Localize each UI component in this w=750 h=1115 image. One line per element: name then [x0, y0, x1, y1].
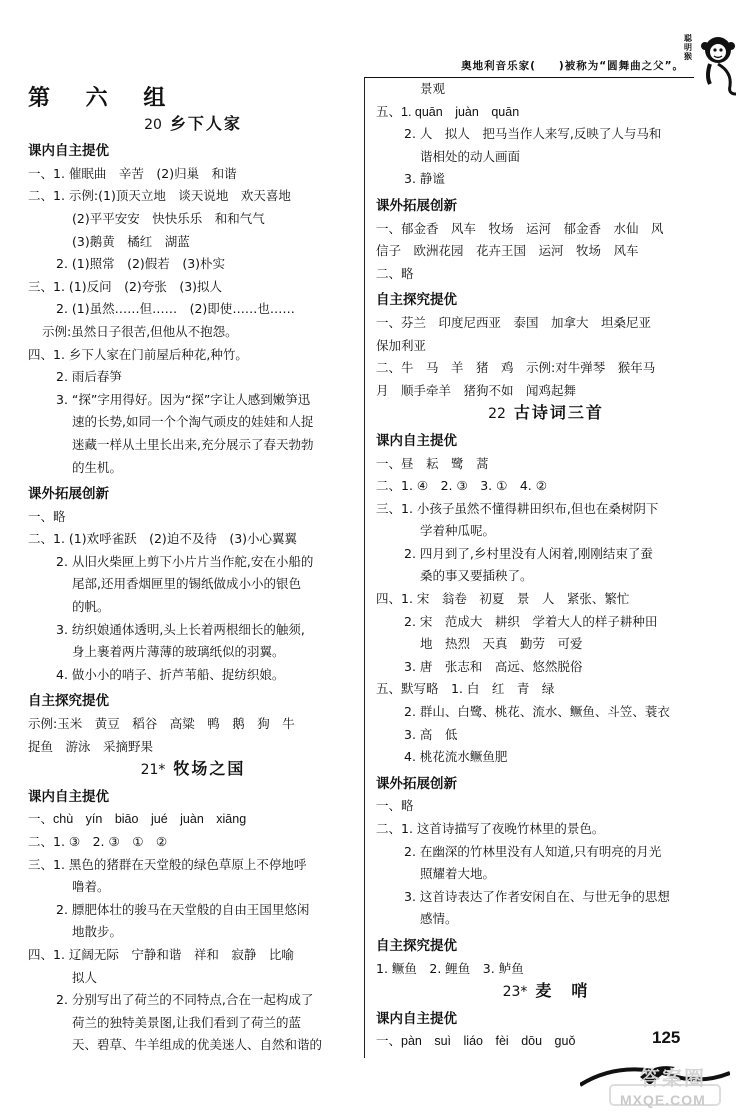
lesson-title	[28, 113, 358, 137]
header-quiz-question: 奥地利音乐家( )被称为“圆舞曲之父”。	[461, 60, 684, 72]
answer-continuation: 照耀着大地。	[420, 866, 496, 882]
answer-line: 3. 唐 张志和 高远、悠然脱俗	[404, 658, 583, 674]
answer-line: 捉鱼 游泳 采摘野果	[28, 738, 154, 754]
answer-continuation: 拟人	[72, 969, 98, 985]
lesson-name: 牧场之国	[173, 759, 246, 779]
answer-continuation: 身上裹着两片薄薄的玻璃纸似的羽翼。	[72, 644, 285, 660]
answer-line: 2. (1)虽然……但…… (2)即使……也……	[56, 301, 295, 317]
answer-continuation: (2)平平安安 快快乐乐 和和气气	[72, 210, 265, 226]
section-heading: 课内自主提优	[28, 788, 109, 805]
answer-line: 四、1. 辽阔无际 宁静和谐 祥和 寂静 比喻	[28, 946, 294, 962]
answer-continuation: 荷兰的独特美景图,让我们看到了荷兰的蓝	[72, 1014, 301, 1030]
answer-line: 3. “探”字用得好。因为“探”字让人感到嫩笋迅	[56, 391, 311, 407]
page-number: 125	[652, 1028, 681, 1047]
answer-line: 2. 人 拟人 把马当作人来写,反映了人与马和	[404, 126, 662, 142]
answer-continuation: 速的长势,如同一个个淘气顽皮的娃娃和人捉	[72, 414, 314, 430]
lesson-number: 20	[144, 116, 162, 133]
answer-line: 2. 宋 范成大 耕织 学着大人的样子耕种田	[404, 613, 658, 629]
answer-continuation: 的帆。	[72, 599, 110, 615]
answer-line: 一、昼 耘 鹭 蒿	[376, 455, 489, 471]
left-answer-column	[28, 78, 358, 1057]
answer-line: 二、牛 马 羊 猪 鸡 示例:对牛弹琴 猴年马	[376, 360, 656, 376]
answer-line: 3. 高 低	[404, 726, 458, 742]
answer-line: 四、1. 宋 翁卷 初夏 景 人 紧张、繁忙	[376, 591, 630, 607]
lesson-number: 23*	[502, 984, 528, 1001]
answer-continuation: 的生机。	[72, 459, 123, 475]
answer-line: 示例:玉米 黄豆 稻谷 高粱 鸭 鹅 狗 牛	[28, 716, 295, 732]
answer-continuation: (3)鹅黄 橘红 湖蓝	[72, 233, 190, 249]
answer-line: 二、1. (1)欢呼雀跃 (2)迫不及待 (3)小心翼翼	[28, 531, 298, 547]
answer-continuation: 天、碧草、牛羊组成的优美迷人、自然和谐的	[72, 1037, 323, 1053]
lesson-number: 21*	[140, 762, 166, 779]
answer-line: 2. 膘肥体壮的骏马在天堂般的自由王国里悠闲	[56, 901, 310, 917]
lesson-name: 古诗词三首	[513, 403, 604, 423]
answer-line: 保加利亚	[376, 337, 427, 353]
answer-line: 月 顺手牵羊 猪狗不如 闻鸡起舞	[376, 382, 577, 398]
answer-line: 2. 在幽深的竹林里没有人知道,只有明亮的月光	[404, 843, 662, 859]
section-heading: 课内自主提优	[376, 432, 457, 449]
mascot-label: 聪明猴	[684, 34, 692, 61]
answer-continuation: 感情。	[420, 911, 458, 927]
answer-line: 二、1. 示例:(1)顶天立地 谈天说地 欢天喜地	[28, 188, 291, 204]
answer-line: 示例:虽然日子很苦,但他从不抱怨。	[42, 323, 238, 339]
answer-line: 三、1. 黑色的猪群在天堂般的绿色草原上不停地呼	[28, 856, 307, 872]
section-heading: 课外拓展创新	[376, 775, 457, 792]
answer-continuation: 尾部,还用香烟匣里的锡纸做成小小的银色	[72, 576, 301, 592]
answer-line: 一、1. 催眠曲 辛苦 (2)归巢 和谐	[28, 165, 237, 181]
answer-line: 一、略	[376, 798, 414, 814]
column-divider	[364, 78, 365, 1058]
answer-line: 三、1. 小孩子虽然不懂得耕田织布,但也在桑树阴下	[376, 500, 659, 516]
answer-line: 二、1. ③ 2. ③ ① ②	[28, 834, 168, 849]
answer-line: 一、郁金香 风车 牧场 运河 郁金香 水仙 风	[376, 220, 664, 236]
answer-continuation: 景观	[420, 81, 446, 96]
section-heading: 课外拓展创新	[28, 486, 109, 503]
answer-line: 2. (1)照常 (2)假若 (3)朴实	[56, 256, 226, 272]
answer-line: 二、1. ④ 2. ③ 3. ① 4. ②	[376, 478, 547, 494]
pinyin-answer-line: 一、chù yín biāo jué juàn xiāng	[28, 812, 247, 827]
answer-line: 3. 这首诗表达了作者安闲自在、与世无争的思想	[404, 888, 670, 904]
answer-line: 2. 四月到了,乡村里没有人闲着,刚刚结束了蚕	[404, 545, 653, 561]
answer-line: 3. 静谧	[404, 171, 445, 187]
section-heading: 课内自主提优	[28, 143, 109, 160]
section-heading: 自主探究提优	[28, 693, 109, 710]
section-heading: 课外拓展创新	[376, 197, 457, 214]
watermark-logo-text: 答案圈	[640, 1066, 706, 1090]
group-title: 第 六 组	[28, 86, 180, 111]
answer-line: 2. 群山、白鹭、桃花、流水、鳜鱼、斗笠、蓑衣	[404, 704, 670, 720]
answer-line: 4. 做小小的哨子、折芦苇船、捉纺织娘。	[56, 666, 285, 682]
answer-line: 五、默写略 1. 白 红 青 绿	[376, 681, 555, 697]
right-answer-column	[376, 78, 716, 1053]
pinyin-answer-line: 五、1. quān juàn quān	[376, 104, 520, 119]
answer-line: 1. 鳜鱼 2. 鲤鱼 3. 鲈鱼	[376, 960, 524, 976]
answer-line: 2. 从旧火柴匣上剪下小片片当作舵,安在小船的	[56, 553, 314, 569]
answer-line: 4. 桃花流水鳜鱼肥	[404, 749, 508, 765]
answer-line: 三、1. (1)反问 (2)夸张 (3)拟人	[28, 278, 223, 294]
answer-continuation: 桑的事又要插秧了。	[420, 568, 533, 584]
answer-line: 一、芬兰 印度尼西亚 泰国 加拿大 坦桑尼亚	[376, 314, 652, 330]
lesson-title	[28, 758, 358, 782]
watermark-text: MXQE.COM	[620, 1092, 706, 1108]
answer-continuation: 噜着。	[72, 879, 110, 895]
lesson-number: 22	[488, 406, 506, 423]
answer-continuation: 迷藏一样从土里长出来,充分展示了春天勃勃	[72, 436, 314, 452]
answer-line: 二、1. 这首诗描写了夜晚竹林里的景色。	[376, 821, 605, 836]
lesson-title	[376, 980, 716, 1004]
answer-line: 四、1. 乡下人家在门前屋后种花,种竹。	[28, 346, 248, 362]
answer-continuation: 地散步。	[72, 924, 123, 940]
answer-line: 2. 雨后春笋	[56, 369, 122, 385]
answer-line: 信子 欧洲花园 花卉王国 运河 牧场 风车	[376, 243, 639, 259]
lesson-name: 麦 哨	[535, 981, 590, 1001]
answer-continuation: 谐相处的动人画面	[420, 148, 521, 164]
answer-line: 3. 纺织娘通体透明,头上长着两根细长的触须,	[56, 621, 305, 637]
answer-line: 二、略	[376, 265, 414, 281]
section-heading: 自主探究提优	[376, 292, 457, 309]
answer-line: 一、略	[28, 508, 66, 524]
lesson-title	[376, 402, 716, 426]
answer-continuation: 地 热烈 天真 勤劳 可爱	[420, 636, 583, 652]
section-heading: 课内自主提优	[376, 1010, 457, 1027]
answer-continuation: 学着种瓜呢。	[420, 523, 496, 539]
lesson-name: 乡下人家	[169, 113, 242, 133]
pinyin-answer-line: 一、pàn suì liáo fèi dōu guǒ	[376, 1034, 576, 1049]
section-heading: 自主探究提优	[376, 937, 457, 954]
answer-line: 2. 分别写出了荷兰的不同特点,合在一起构成了	[56, 992, 314, 1008]
